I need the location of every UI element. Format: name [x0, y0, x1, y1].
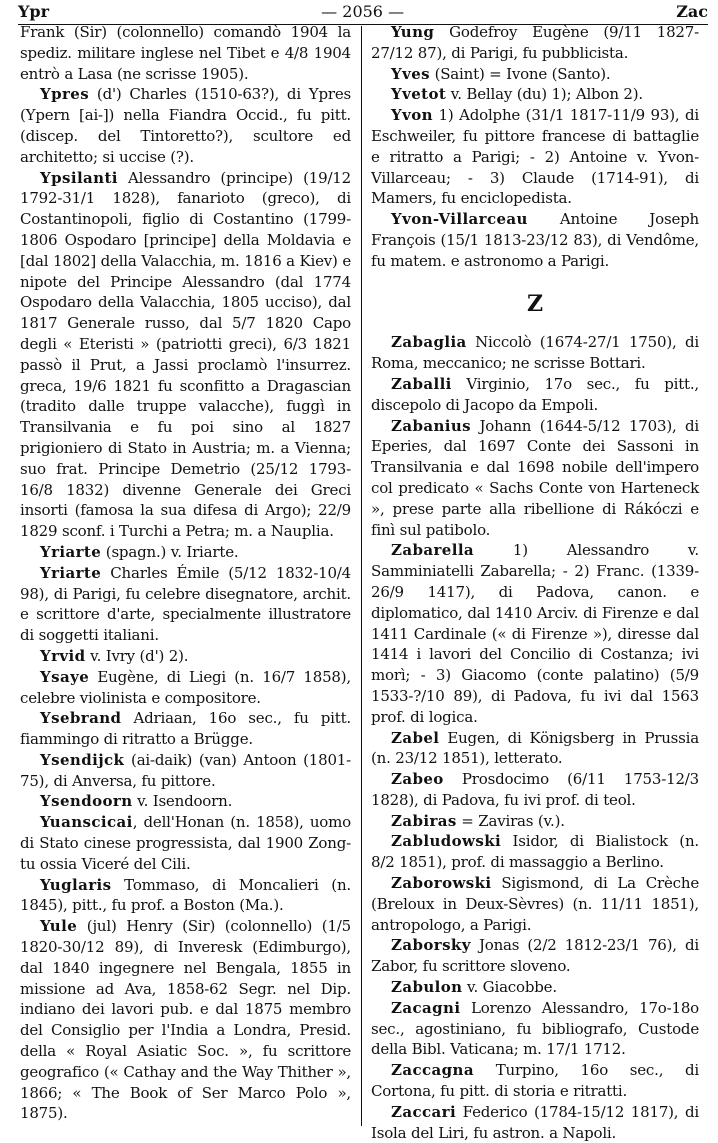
entry-headword: Zabanius: [391, 416, 472, 435]
entry-text: Tommaso, di Moncalieri (n. 1845), pitt., fu prof. a Boston (Ma.).: [20, 875, 351, 915]
entry-headword: Yule: [40, 917, 78, 936]
entry: [371, 209, 699, 271]
entry: [371, 769, 699, 811]
entry-text: Eugène, di Liegi (n. 16/7 1858), celebre violinista e compositore.: [20, 667, 351, 707]
entry-text: (ai-daik) (van) Antoon (1801-75), di Anversa, fu pittore.: [20, 750, 351, 790]
entry-text: (d') Charles (1510-63?), di Ypres (Ypern [ai-]) nella Fiandra Occid., fu pitt. (discep. del Tintoretto?), scultore ed architetto; si uccise (?).: [20, 85, 351, 166]
entry-text: (spagn.) v. Iriarte.: [101, 542, 239, 561]
entry-headword: Zabulon: [391, 978, 463, 997]
entry-headword: Zaborowski: [391, 874, 492, 893]
entry-headword: Zaballi: [391, 374, 452, 393]
entry: [20, 791, 351, 812]
entry-text: Godefroy Eugène (9/11 1827-27/12 87), di Parigi, fu pubblicista.: [371, 23, 699, 62]
entry-text: Frank (Sir) (colonnello) comandò 1904 la spediz. militare inglese nel Tibet e 4/8 1904 entrò a Lasa (ne scrisse 1905).: [20, 23, 351, 83]
entry-text: Isidor, di Bialistock (n. 8/2 1851), prof. di massaggio a Berlino.: [371, 832, 699, 872]
entry: [20, 916, 351, 1124]
entry: [20, 563, 351, 646]
entry-text: (Saint) = Ivone (Santo).: [430, 64, 611, 83]
entry-headword: Ypres: [40, 85, 90, 104]
entry-headword: Yrvid: [40, 646, 86, 665]
entry: [20, 84, 351, 167]
entry-headword: Yriarte: [40, 542, 102, 561]
entry: [371, 1102, 699, 1143]
entry-text: Federico (1784-15/12 1817), di Isola del Liri, fu astron. a Napoli.: [371, 1102, 699, 1142]
entry-text: Jonas (2/2 1812-23/1 76), di Zabor, fu scrittore sloveno.: [371, 936, 699, 976]
entry: [20, 646, 351, 667]
header-left-guide-word: Ypr: [18, 1, 50, 21]
header-right-guide-word: Zac: [676, 1, 708, 21]
entry-headword: Yvon-Villarceau: [391, 210, 528, 229]
entry-text: Prosdocimo (6/11 1753-12/3 1828), di Padova, fu ivi prof. di teol.: [371, 770, 699, 809]
entry-text: Sigismond, di La Crèche (Breloux in Deux-Sèvres) (n. 11/11 1851), antropologo, a Parigi.: [371, 874, 699, 934]
entry-text: Antoine Joseph François (15/1 1813-23/12 83), di Vendôme, fu matem. e astronomo a Parigi.: [371, 210, 699, 270]
entry: [371, 22, 699, 64]
entry-text: Virginio, 17o sec., fu pitt., discepolo di Jacopo da Empoli.: [371, 374, 699, 414]
entry: [20, 22, 351, 84]
entry-headword: Yuanscicai: [40, 813, 133, 832]
entry-headword: Yvon: [391, 106, 433, 125]
entry-headword: Ysendijck: [40, 750, 125, 769]
entry: [20, 875, 351, 917]
entry: [371, 811, 699, 832]
entry: [371, 64, 699, 85]
entry: [371, 84, 699, 105]
entry-headword: Ysaye: [40, 667, 90, 686]
entry-headword: Zaccagna: [391, 1061, 474, 1080]
entry-headword: Zaborsky: [391, 936, 471, 955]
entry-headword: Zacagni: [391, 998, 461, 1017]
entry-text: 1) Alessandro v. Samminiatelli Zabarella; - 2) Franc. (1339-26/9 1417), di Padova, canon. e diplomatico, dal 1410 Arciv. di Firenze e dal 1411 Cardinale (« di Firenze »), diresse dal 1414 i lavori del Concilio di Costanza; ivi morì; - 3) Giacomo (conte palatino) (5/9 1533-?/10 89), di Padova, fu ivi dal 1563 prof. di logica.: [371, 541, 699, 726]
entry: [371, 416, 699, 541]
entry-text: Eugen, di Königsberg in Prussia (n. 23/12 1851), letterato.: [371, 728, 699, 768]
entry: [371, 977, 699, 998]
section-letter-heading: Z: [526, 290, 544, 317]
right-column: [371, 22, 699, 1143]
entry-text: , dell'Honan (n. 1858), uomo di Stato cinese progressista, dal 1900 Zong-tu ossia Viceré del Cili.: [20, 813, 351, 873]
entry-headword: Zabarella: [391, 541, 475, 560]
entry-text: Lorenzo Alessandro, 17o-18o sec., agostiniano, fu bibliografo, Custode della Bibl. Vaticana; m. 17/1 1712.: [371, 998, 699, 1059]
entry-headword: Zaccari: [391, 1102, 457, 1121]
column-divider: [361, 26, 362, 1126]
entry-text: Alessandro (principe) (19/12 1792-31/1 1828), fanarioto (greco), di Costantinopoli, figlio di Costantino (1799-1806 Ospodaro [principe] della Moldavia e [dal 1802] della Valacchia, m. 1816 a Kiev) e nipote del Principe Alessandro (dal 1774 Ospodaro della Valacchia, 1805 ucciso), dal 1817 Generale russo, dal 5/7 1820 Capo degli « Eteristi » (patriotti greci), 6/3 1821 passò il Prut, a Jassi proclamò l'insurrez. greca, 19/6 1821 fu sconfitto a Dragascian (tradito dalle truppe valacche), fuggì in Transilvania e fu poi sino al 1827 prigioniero di Stato in Austria; m. a Vienna; suo frat. Principe Demetrio (25/12 1793-16/8 1832) divenne Generale dei Greci insorti (famosa la sua difesa di Argo); 22/9 1829 sconf. i Turchi a Petra; m. a Nauplia.: [20, 168, 351, 541]
entry: [20, 750, 351, 792]
entry-text: Niccolò (1674-27/1 1750), di Roma, meccanico; ne scrisse Bottari.: [371, 333, 699, 373]
entry: [20, 168, 351, 542]
entry: [20, 542, 351, 563]
entry-headword: Zabiras: [391, 811, 457, 830]
entry-text: (jul) Henry (Sir) (colonnello) (1/5 1820-30/12 89), di Inveresk (Edimburgo), dal 1840 ingegnere nel Bengala, 1855 in missione ad Ava, 1858-62 Segr. nel Dip. indiano dei lavori pub. e dal 1875 membro del Consiglio per l'India a Londra, Presid. della « Royal Asiatic Soc. », fu scrittore geografico (« Cathay and the Way Thither », 1866; « The Book of Ser Marco Polo », 1875).: [20, 917, 351, 1123]
entry-headword: Yriarte: [40, 563, 102, 582]
entry-text: Charles Émile (5/12 1832-10/4 98), di Parigi, fu celebre disegnatore, archit. e scrittore d'arte, specialmente illustratore di soggetti italiani.: [20, 563, 351, 645]
page-number: — 2056 —: [321, 1, 405, 21]
entry-headword: Ysebrand: [40, 709, 122, 728]
entry-text: 1) Adolphe (31/1 1817-11/9 93), di Eschweiler, fu pittore francese di battaglie e ritratto a Parigi; - 2) Antoine v. Yvon-Villarceau; - 3) Claude (1714-91), di Mamers, fu enciclopedista.: [371, 106, 699, 208]
entry-text: v. Bellay (du) 1); Albon 2).: [446, 85, 643, 104]
entry-text: Adriaan, 16o sec., fu pitt. fiammingo di ritratto a Brügge.: [20, 709, 351, 749]
entry: [371, 998, 699, 1060]
entry: [371, 728, 699, 770]
entry-headword: Ypsilanti: [40, 168, 118, 187]
entry-headword: Ysendoorn: [40, 792, 133, 811]
entry: [371, 332, 699, 374]
entry: [371, 1060, 699, 1102]
entry-text: = Zaviras (v.).: [456, 811, 565, 830]
entry-headword: Zabeo: [391, 770, 444, 789]
entry-headword: Zabludowski: [391, 832, 502, 851]
entry: [371, 540, 699, 727]
entry-headword: Yung: [391, 23, 435, 41]
entry: [371, 831, 699, 873]
entry-text: v. Ivry (d') 2).: [85, 646, 189, 665]
entry-headword: Yuglaris: [40, 875, 112, 894]
left-column: [20, 22, 351, 1124]
entry-text: Turpino, 16o sec., di Cortona, fu pitt. di storia e ritratti.: [371, 1061, 699, 1101]
entry-headword: Zabaglia: [391, 333, 467, 352]
entry-text: Johann (1644-5/12 1703), di Eperies, dal 1697 Conte dei Sassoni in Transilvania e dal 1698 nobile dell'impero col predicato « Sachs Conte von Harteneck », prese parte alla ribellione di Rákóczi e finì sul patibolo.: [371, 416, 699, 539]
entry-text: v. Isendoorn.: [132, 792, 233, 811]
entry: [20, 667, 351, 709]
entry: [20, 708, 351, 750]
entry: [371, 105, 699, 209]
entry: [371, 374, 699, 416]
entry-headword: Yves: [391, 64, 431, 83]
entry: [371, 935, 699, 977]
entry-text: v. Giacobbe.: [462, 978, 557, 997]
entry: [20, 812, 351, 874]
entry-headword: Yvetot: [391, 85, 447, 104]
running-header: [18, 0, 708, 22]
entry: [371, 873, 699, 935]
entry-headword: Zabel: [391, 728, 440, 747]
